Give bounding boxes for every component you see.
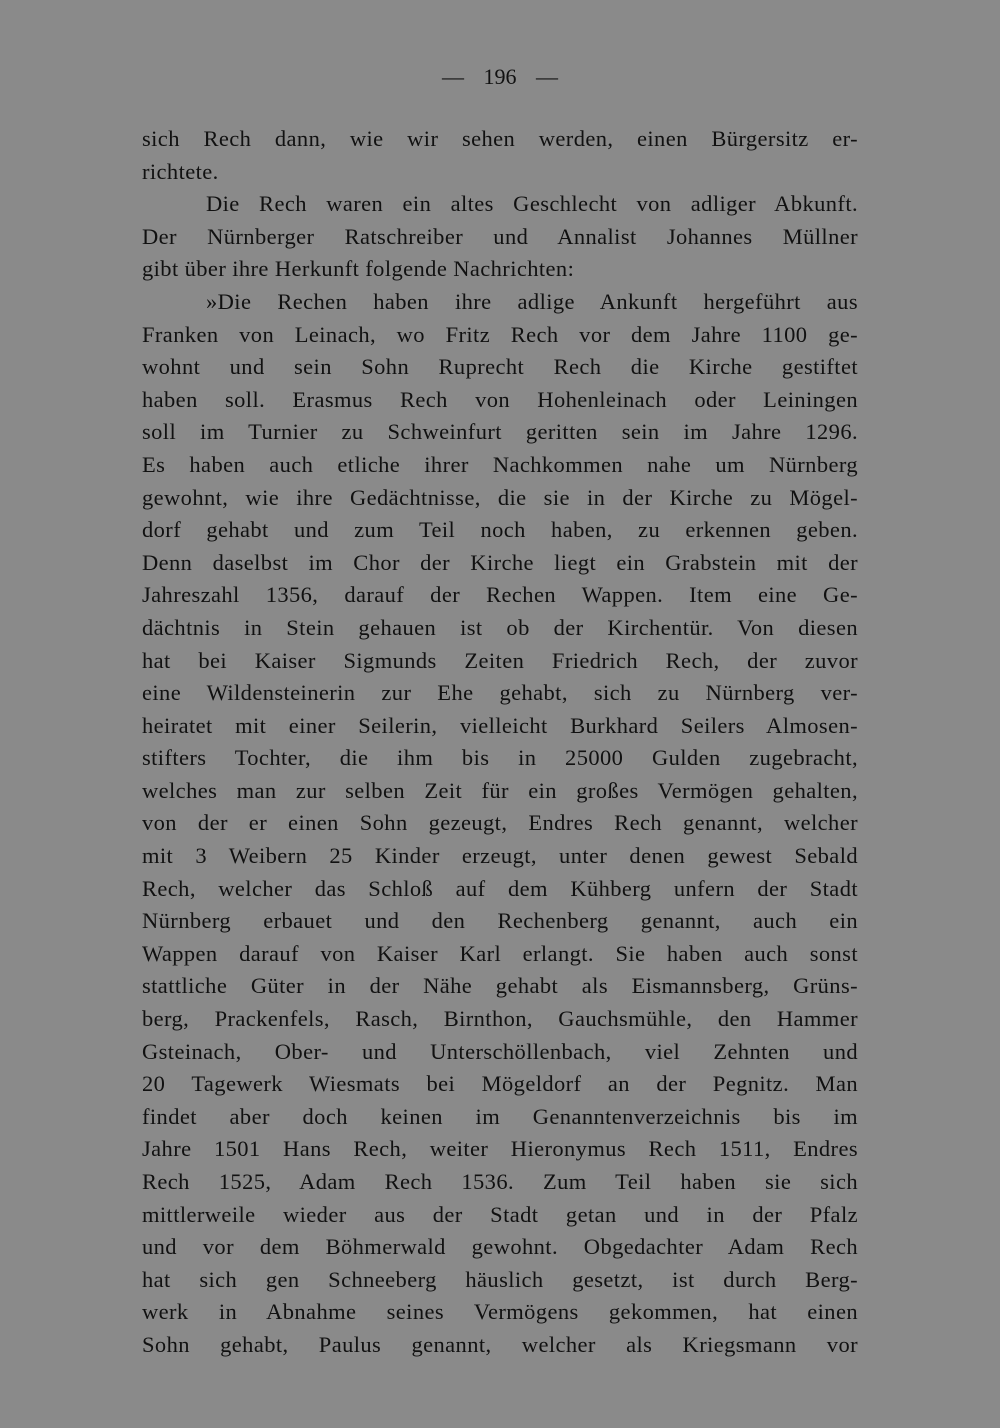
text-line: »Die Rechen haben ihre adlige Ankunft hergeführt aus	[206, 288, 858, 314]
page-number: — 196 —	[442, 64, 558, 89]
text-line: mittlerweile wieder aus der Stadt getan und in der Pfalz	[142, 1201, 858, 1227]
text-line: von der er einen Sohn gezeugt, Endres Rech genannt, welcher	[142, 810, 858, 836]
text-line: heiratet mit einer Seilerin, vielleicht Burkhard Seilers Almosen-	[142, 712, 858, 738]
text-line: mit 3 Weibern 25 Kinder erzeugt, unter denen gewest Sebald	[142, 843, 858, 869]
text-line: Nürnberg erbauet und den Rechenberg genannt, auch ein	[142, 908, 858, 934]
text-line: richtete.	[142, 158, 219, 184]
text-line: Der Nürnberger Ratschreiber und Annalist Johannes Müllner	[142, 223, 858, 249]
text-line: werk in Abnahme seines Vermögens gekommen, hat einen	[142, 1299, 858, 1325]
text-line: Gsteinach, Ober- und Unterschöllenbach, viel Zehnten und	[142, 1038, 858, 1064]
text-line: welches man zur selben Zeit für ein großes Vermögen gehalten,	[142, 777, 858, 803]
text-line: Rech 1525, Adam Rech 1536. Zum Teil haben sie sich	[142, 1169, 858, 1194]
text-line: stifters Tochter, die ihm bis in 25000 Gulden zugebracht,	[142, 745, 858, 771]
text-line: Jahreszahl 1356, darauf der Rechen Wappen. Item eine Ge-	[142, 582, 858, 608]
text-line: Denn daselbst im Chor der Kirche liegt ein Grabstein mit der	[142, 549, 858, 575]
text-line: 20 Tagewerk Wiesmats bei Mögeldorf an der Pegnitz. Man	[142, 1071, 858, 1097]
text-line: gibt über ihre Herkunft folgende Nachrichten:	[142, 256, 575, 282]
text-line: haben soll. Erasmus Rech von Hohenleinach oder Leiningen	[142, 386, 858, 412]
text-line: Wappen darauf von Kaiser Karl erlangt. Sie haben auch sonst	[142, 940, 858, 966]
text-line: Franken von Leinach, wo Fritz Rech vor dem Jahre 1100 ge-	[142, 321, 858, 347]
text-line: Sohn gehabt, Paulus genannt, welcher als Kriegsmann vor	[142, 1331, 858, 1357]
text-line: Es haben auch etliche ihrer Nachkommen nahe um Nürnberg	[142, 451, 858, 477]
text-line: Rech, welcher das Schloß auf dem Kühberg unfern der Stadt	[142, 875, 858, 901]
text-line: berg, Prackenfels, Rasch, Birnthon, Gauchsmühle, den Hammer	[142, 1006, 858, 1032]
text-line: und vor dem Böhmerwald gewohnt. Obgedachter Adam Rech	[142, 1234, 858, 1260]
body-text	[142, 123, 858, 1362]
text-line: hat bei Kaiser Sigmunds Zeiten Friedrich Rech, der zuvor	[142, 647, 858, 673]
text-line: dorf gehabt und zum Teil noch haben, zu erkennen geben.	[142, 517, 858, 543]
text-line: dächtnis in Stein gehauen ist ob der Kirchentür. Von diesen	[142, 614, 858, 640]
text-line: hat sich gen Schneeberg häuslich gesetzt, ist durch Berg-	[142, 1266, 858, 1292]
text-line: wohnt und sein Sohn Ruprecht Rech die Kirche gestiftet	[142, 354, 858, 380]
text-line: eine Wildensteinerin zur Ehe gehabt, sich zu Nürnberg ver-	[142, 680, 858, 706]
text-line: stattliche Güter in der Nähe gehabt als Eismannsberg, Grüns-	[142, 973, 858, 999]
text-line: gewohnt, wie ihre Gedächtnisse, die sie in der Kirche zu Mögel-	[142, 484, 858, 510]
text-line: sich Rech dann, wie wir sehen werden, einen Bürgersitz er-	[142, 126, 858, 151]
text-line: Die Rech waren ein altes Geschlecht von adliger Abkunft.	[206, 191, 858, 217]
text-line: Jahre 1501 Hans Rech, weiter Hieronymus Rech 1511, Endres	[142, 1136, 858, 1162]
text-line: findet aber doch keinen im Genanntenverzeichnis bis im	[142, 1103, 858, 1129]
text-line: soll im Turnier zu Schweinfurt geritten sein im Jahre 1296.	[142, 419, 858, 445]
